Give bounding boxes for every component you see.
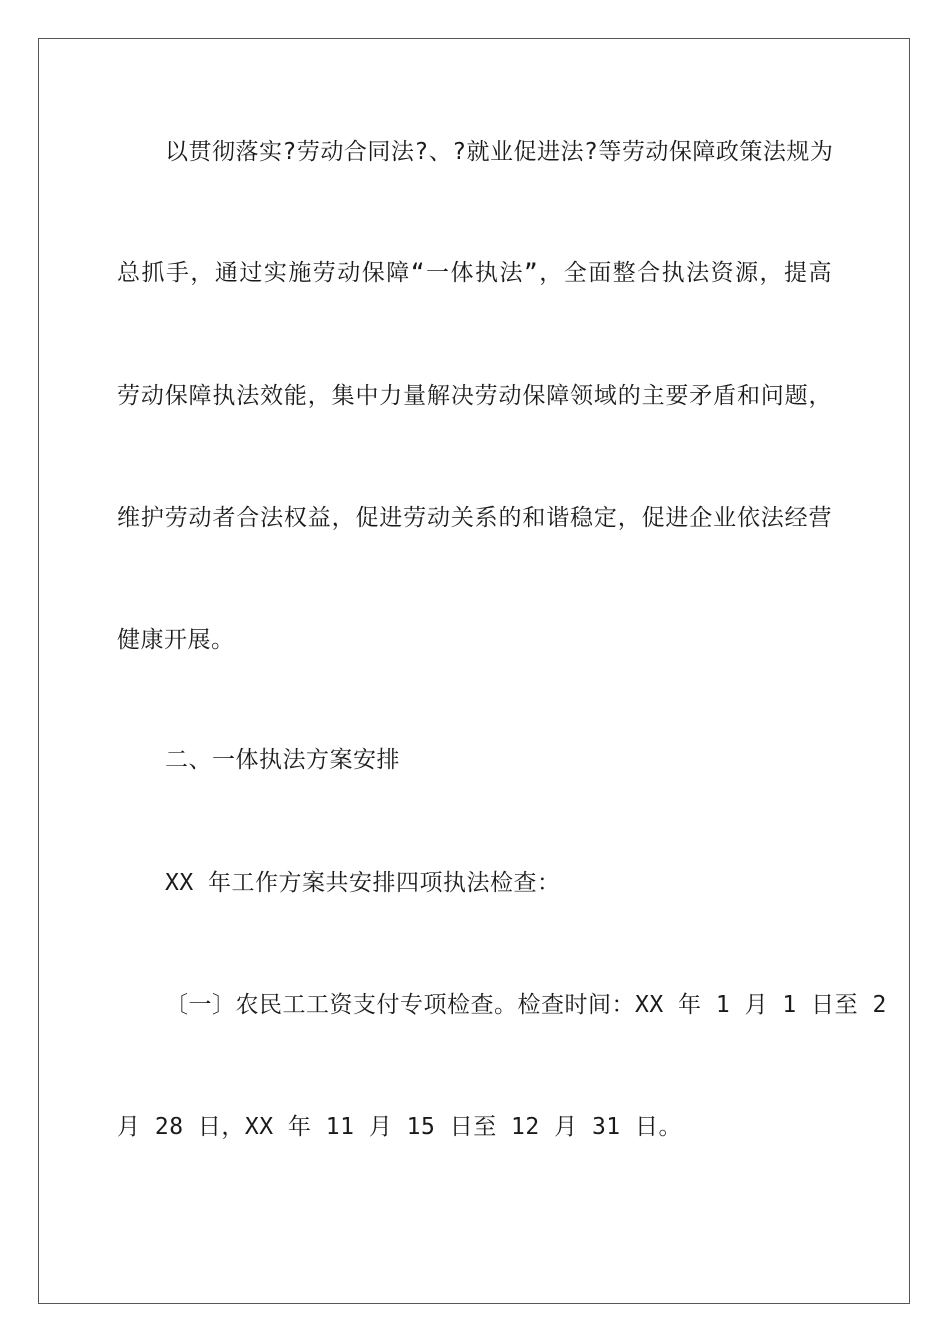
intro-line: XX 年工作方案共安排四项执法检查： <box>165 870 561 896</box>
item-1-line-1: 〔一〕农民工工资支付专项检查。检查时间：XX 年 1 月 1 日至 2 <box>165 992 887 1018</box>
paragraph-line-5: 健康开展。 <box>117 627 235 653</box>
paragraph-line-4: 维护劳动者合法权益，促进劳动关系的和谐稳定，促进企业依法经营 <box>117 505 832 531</box>
paragraph-line-2: 总抓手，通过实施劳动保障“一体执法”，全面整合执法资源，提高 <box>117 260 832 286</box>
section-heading: 二、一体执法方案安排 <box>165 747 400 773</box>
paragraph-line-1: 以贯彻落实?劳动合同法?、?就业促进法?等劳动保障政策法规为 <box>165 139 834 165</box>
paragraph-line-3: 劳动保障执法效能，集中力量解决劳动保障领域的主要矛盾和问题， <box>117 383 832 409</box>
item-1-line-2: 月 28 日，XX 年 11 月 15 日至 12 月 31 日。 <box>117 1114 682 1140</box>
